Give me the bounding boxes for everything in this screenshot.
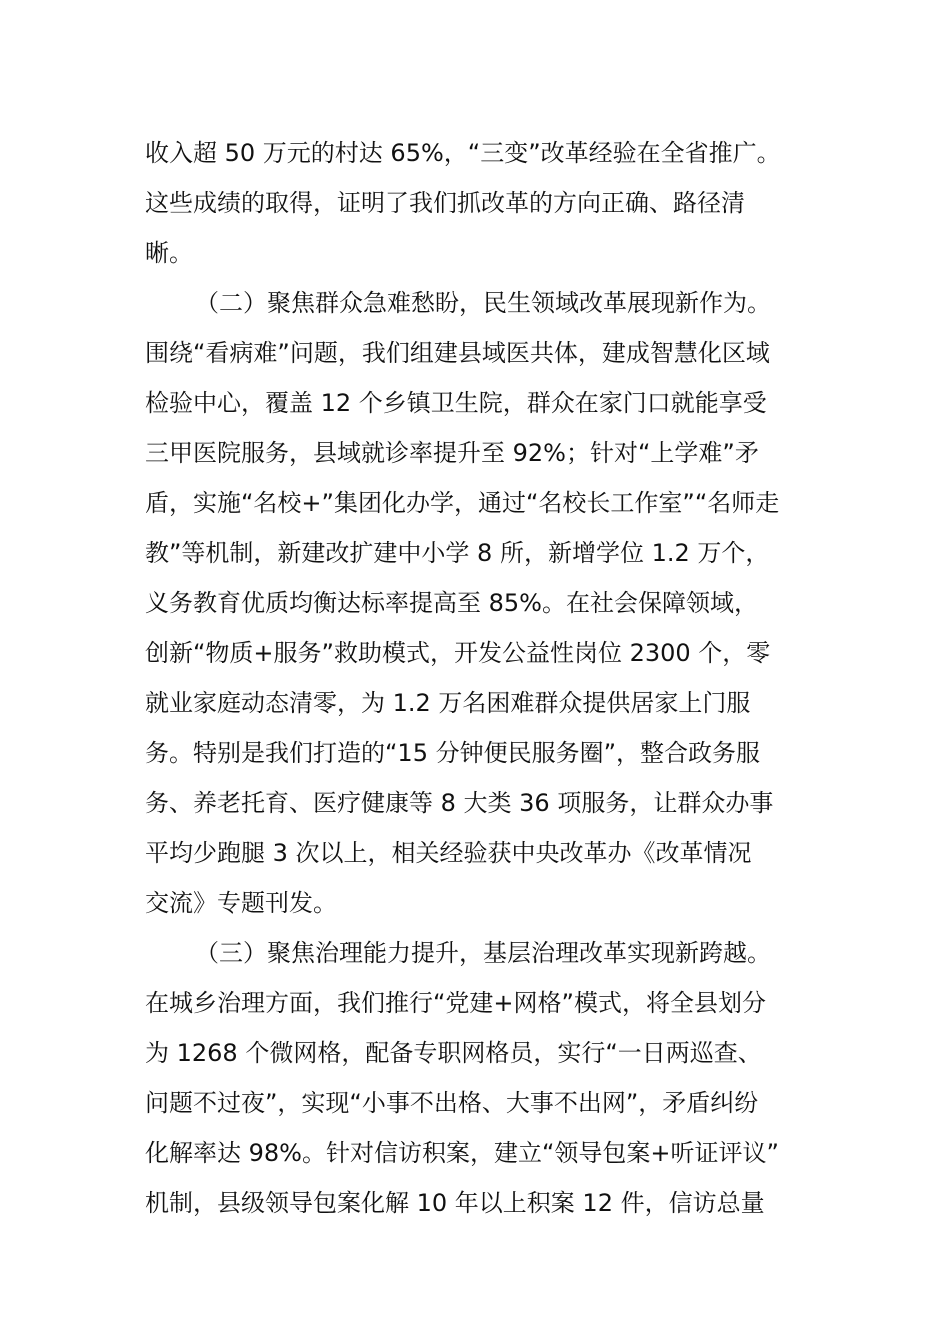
- text-line: 交流》专题刊发。: [145, 889, 337, 917]
- text-line: 检验中心，覆盖 12 个乡镇卫生院，群众在家门口就能享受: [145, 389, 767, 417]
- text-line: 化解率达 98%。针对信访积案，建立“领导包案+听证评议”: [145, 1139, 779, 1167]
- section-heading-line: （二）聚焦群众急难愁盼，民生领域改革展现新作为。: [195, 289, 771, 317]
- section-heading-line: （三）聚焦治理能力提升，基层治理改革实现新跨越。: [195, 939, 771, 967]
- text-line: 晰。: [145, 239, 193, 267]
- text-line: 创新“物质+服务”救助模式，开发公益性岗位 2300 个，零: [145, 639, 771, 667]
- text-line: 义务教育优质均衡达标率提高至 85%。在社会保障领域，: [145, 589, 758, 617]
- text-line: 这些成绩的取得，证明了我们抓改革的方向正确、路径清: [145, 189, 745, 217]
- text-line: 为 1268 个微网格，配备专职网格员，实行“一日两巡查、: [145, 1039, 762, 1067]
- text-line: 务。特别是我们打造的“15 分钟便民服务圈”，整合政务服: [145, 739, 761, 767]
- text-line: 平均少跑腿 3 次以上，相关经验获中央改革办《改革情况: [145, 839, 752, 867]
- text-line: 在城乡治理方面，我们推行“党建+网格”模式，将全县划分: [145, 989, 766, 1017]
- text-line: 问题不过夜”，实现“小事不出格、大事不出网”，矛盾纠纷: [145, 1089, 759, 1117]
- body-text: [145, 128, 810, 1228]
- text-line: 收入超 50 万元的村达 65%，“三变”改革经验在全省推广。: [145, 139, 781, 167]
- text-line: 教”等机制，新建改扩建中小学 8 所，新增学位 1.2 万个，: [145, 539, 770, 567]
- text-line: 机制，县级领导包案化解 10 年以上积案 12 件，信访总量: [145, 1189, 765, 1217]
- text-line: 盾，实施“名校+”集团化办学，通过“名校长工作室”“名师走: [145, 489, 780, 517]
- text-line: 就业家庭动态清零，为 1.2 万名困难群众提供居家上门服: [145, 689, 751, 717]
- text-line: 围绕“看病难”问题，我们组建县域医共体，建成智慧化区域: [145, 339, 770, 367]
- text-line: 务、养老托育、医疗健康等 8 大类 36 项服务，让群众办事: [145, 789, 774, 817]
- text-line: 三甲医院服务，县域就诊率提升至 92%；针对“上学难”矛: [145, 439, 759, 467]
